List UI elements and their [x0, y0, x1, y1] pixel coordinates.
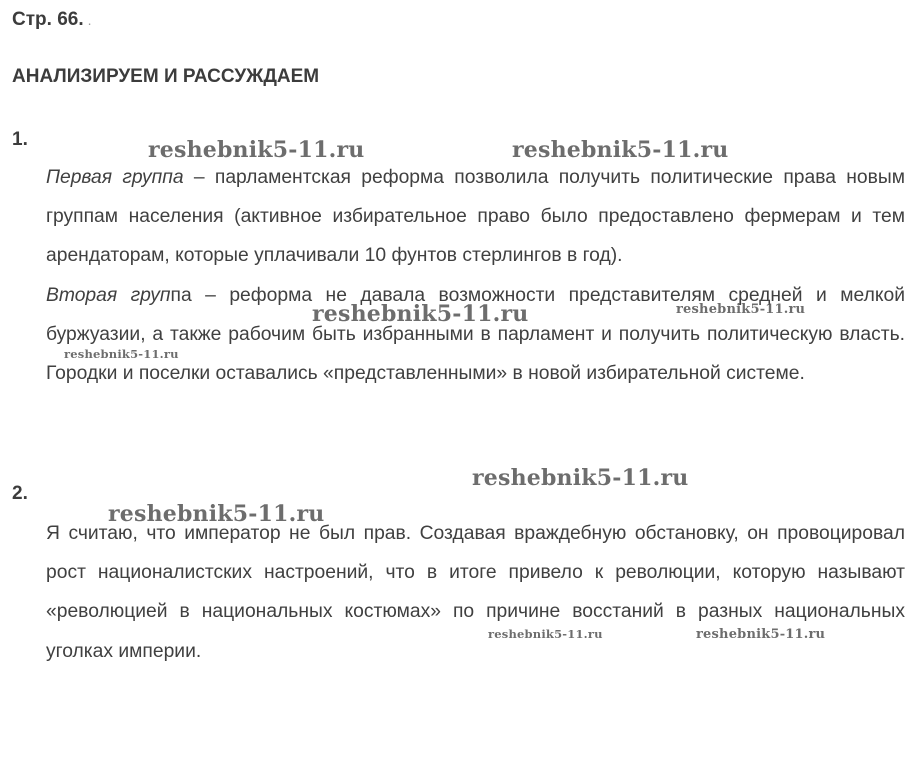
section-title: АНАЛИЗИРУЕМ И РАССУЖДАЕМ — [12, 66, 320, 87]
watermark: reshebnik5-11.ru — [472, 465, 689, 491]
watermark: reshebnik5-11.ru — [696, 627, 826, 642]
watermark: reshebnik5-11.ru — [108, 501, 325, 527]
watermark: reshebnik5-11.ru — [312, 301, 529, 327]
page-number-text: Стр. 66. — [12, 9, 84, 30]
watermark: reshebnik5-11.ru — [64, 347, 179, 361]
question-2-number: 2. — [12, 483, 28, 504]
page-number-dot: . — [87, 12, 92, 28]
group-2-label: Вторая груп — [46, 284, 171, 306]
question-1-answer — [46, 158, 905, 393]
question-2-answer: Я считаю, что император не был прав. Создавая враждебную обстановку, он провоцировал рост националистских настроений, что в итоге привело к революции, которую называют «революцией в национальных костюмах» по причине восстаний в разных национальных уголках империи. — [46, 523, 905, 662]
group-1-label: Первая группа — [46, 167, 184, 188]
watermark: reshebnik5-11.ru — [148, 137, 365, 163]
watermark: reshebnik5-11.ru — [676, 302, 806, 317]
page-number — [12, 9, 92, 31]
watermark: reshebnik5-11.ru — [488, 627, 603, 641]
group-2-text: па – реформа не давала возможности представителям средней и мелкой буржуазии, а также рабочим быть избранными в парламент и получить политическую власть. Городки и поселки оставались «представленными» в новой избирательной системе. — [46, 284, 906, 385]
watermark: reshebnik5-11.ru — [512, 137, 729, 163]
group-1-text: – парламентская реформа позволила получить политические права новым группам населения (активное избирательное право было предоставлено фермерам и тем арендаторам, которые уплачивали 10 фунтов стерлингов в год). — [46, 167, 905, 267]
question-1-number: 1. — [12, 129, 28, 150]
